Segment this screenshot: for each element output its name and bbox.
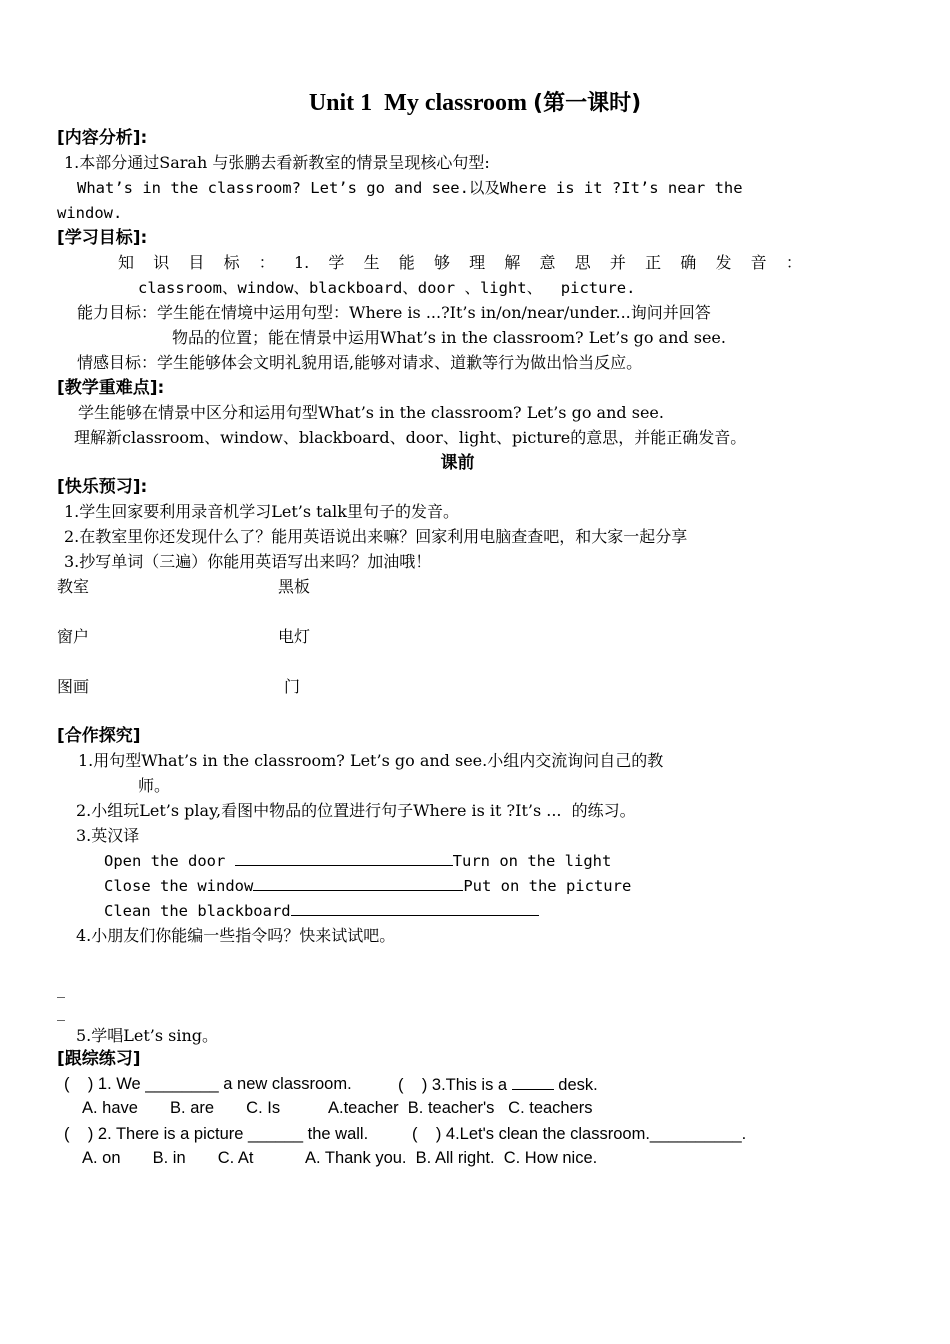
question-4: ( ) 4.Let's clean the classroom.__________. (412, 1125, 747, 1143)
coop-line-5: 5.学唱Let’s sing。 (76, 1026, 219, 1045)
dash-mark-2: _ (57, 1002, 65, 1021)
translate-item-3 (104, 901, 539, 921)
translate-phrase: Close the window (104, 877, 254, 895)
options-3: A.teacher B. teacher's C. teachers (328, 1099, 593, 1117)
coop-line-1b: 师。 (138, 776, 171, 795)
translate-phrase: Turn on the light (452, 852, 612, 870)
goal-char: 音 (750, 253, 767, 272)
goal-char: 意 (539, 253, 556, 272)
word-window-cn: 窗户 (57, 627, 90, 646)
key-point-line-2: 理解新classroom、window、blackboard、door、light、picture的意思，并能正确发音。 (74, 428, 747, 447)
goal-char: 目 (188, 253, 205, 272)
section-heading-content-analysis: [内容分析]: (57, 128, 148, 148)
section-heading-key-points: [教学重难点]: (57, 378, 165, 398)
answer-blank[interactable] (291, 901, 539, 916)
emotion-goal-line: 情感目标：学生能够体会文明礼貌用语,能够对请求、道歉等行为做出恰当反应。 (77, 353, 643, 372)
translate-phrase: Put on the picture (463, 877, 632, 895)
options-1: A. have B. are C. Is (82, 1099, 281, 1117)
translate-item-2 (104, 876, 631, 896)
preview-line-1: 1.学生回家要利用录音机学习Let’s talk里句子的发音。 (64, 502, 459, 521)
key-point-line-1: 学生能够在情景中区分和运用句型What’s in the classroom? Let’s go and see. (78, 403, 664, 422)
answer-blank[interactable] (512, 1074, 554, 1090)
goal-char: 能 (398, 253, 415, 272)
goal-char: 学 (328, 253, 345, 272)
goal-char: ： (258, 253, 275, 272)
knowledge-goal-words: classroom、window、blackboard、door 、light、 picture. (138, 279, 636, 297)
title-main: Unit 1 My classroom (308, 90, 528, 116)
content-line-1: 1.本部分通过Sarah 与张鹏去看新教室的情景呈现核心句型: (64, 153, 490, 172)
goal-char: 确 (680, 253, 697, 272)
page-title (0, 86, 950, 117)
word-blackboard-cn: 黑板 (278, 577, 311, 596)
word-classroom-cn: 教室 (57, 577, 90, 596)
goal-char: 生 (363, 253, 380, 272)
word-door-cn: 门 (284, 677, 301, 696)
translate-item-1 (104, 851, 611, 871)
section-heading-practice: [跟综练习] (57, 1049, 141, 1069)
coop-line-4: 4.小朋友们你能编一些指令吗？快来试试吧。 (76, 926, 396, 945)
knowledge-goal-line (118, 253, 802, 273)
answer-blank[interactable] (253, 876, 463, 891)
content-line-2: What’s in the classroom? Let’s go and see.以及Where is it ?It’s near the (77, 179, 743, 197)
coop-line-1: 1.用句型What’s in the classroom? Let’s go and see.小组内交流询问自己的教 (78, 751, 664, 770)
goal-char: 思 (574, 253, 591, 272)
before-class-heading: 课前 (440, 453, 475, 473)
ability-goal-line-2: 物品的位置；能在情景中运用What’s in the classroom? Let’s go and see. (172, 328, 726, 347)
preview-line-3: 3.抄写单词（三遍）你能用英语写出来吗？加油哦！ (64, 552, 432, 571)
question-3-text-end: desk. (553, 1076, 598, 1094)
question-2: ( ) 2. There is a picture ______ the wall. (64, 1125, 369, 1143)
goal-char: 知 (118, 253, 135, 272)
answer-blank[interactable] (235, 851, 453, 866)
goal-char: 标 (223, 253, 240, 272)
question-3-text: ( ) 3.This is a (398, 1076, 512, 1094)
goal-char: 1. (293, 253, 310, 272)
ability-goal-line-1: 能力目标：学生能在情境中运用句型：Where is ...?It’s in/on/near/under...询问并回答 (77, 303, 711, 322)
dash-mark-1: _ (57, 979, 65, 998)
translate-phrase: Open the door (104, 852, 226, 870)
goal-char: 识 (153, 253, 170, 272)
coop-line-3: 3.英汉译 (76, 826, 140, 845)
section-heading-cooperation: [合作探究] (57, 726, 141, 746)
question-3 (398, 1074, 598, 1095)
content-line-3: window. (57, 204, 123, 222)
goal-char: ： (785, 253, 802, 272)
options-4: A. Thank you. B. All right. C. How nice. (305, 1149, 598, 1167)
section-heading-preview: [快乐预习]: (57, 477, 148, 497)
word-light-cn: 电灯 (278, 627, 311, 646)
goal-char: 发 (715, 253, 732, 272)
title-lesson: (第一课时) (533, 91, 642, 116)
options-2: A. on B. in C. At (82, 1149, 254, 1167)
question-1: ( ) 1. We ________ a new classroom. (64, 1075, 352, 1093)
preview-line-2: 2.在教室里你还发现什么了？能用英语说出来嘛？回家利用电脑查查吧，和大家一起分享 (64, 527, 688, 546)
goal-char: 正 (645, 253, 662, 272)
goal-char: 理 (469, 253, 486, 272)
goal-char: 够 (433, 253, 450, 272)
word-picture-cn: 图画 (57, 677, 90, 696)
translate-phrase: Clean the blackboard (104, 902, 291, 920)
section-heading-goals: [学习目标]: (57, 228, 148, 248)
goal-char: 并 (609, 253, 626, 272)
goal-char: 解 (504, 253, 521, 272)
coop-line-2: 2.小组玩Let’s play,看图中物品的位置进行句子Where is it ?It’s ... 的练习。 (76, 801, 636, 820)
